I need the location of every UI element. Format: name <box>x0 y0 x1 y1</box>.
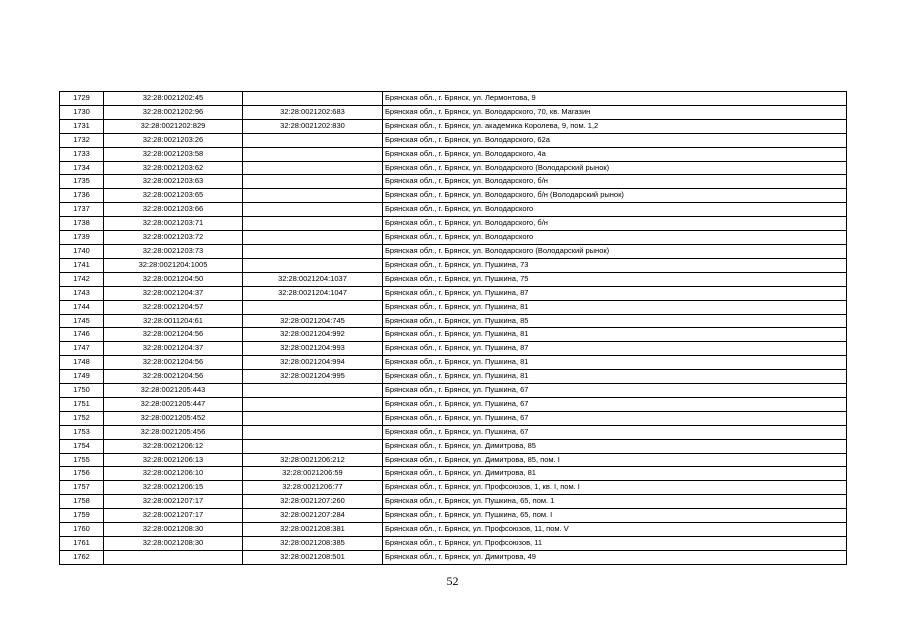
address-cell: Брянская обл., г. Брянск, ул. Володарского, б/н <box>383 217 847 231</box>
table-row <box>60 453 847 467</box>
row-number-cell: 1755 <box>60 453 104 467</box>
address-cell: Брянская обл., г. Брянск, ул. Димитрова, 85 <box>383 439 847 453</box>
table-row <box>60 161 847 175</box>
registry-table <box>59 91 847 565</box>
cadastral-number-cell: 32:28:0021204:37 <box>104 342 243 356</box>
cadastral-number-cell: 32:28:0011204:61 <box>104 314 243 328</box>
parent-cadastral-number-cell <box>243 92 383 106</box>
row-number-cell: 1739 <box>60 231 104 245</box>
parent-cadastral-number-cell: 32:28:0021208:381 <box>243 523 383 537</box>
row-number-cell: 1730 <box>60 105 104 119</box>
table-row <box>60 314 847 328</box>
parent-cadastral-number-cell <box>243 147 383 161</box>
address-cell: Брянская обл., г. Брянск, ул. Володарского (Володарский рынок) <box>383 161 847 175</box>
cadastral-number-cell: 32:28:0021204:57 <box>104 300 243 314</box>
cadastral-number-cell: 32:28:0021204:56 <box>104 356 243 370</box>
cadastral-number-cell: 32:28:0021208:30 <box>104 537 243 551</box>
cadastral-number-cell: 32:28:0021205:452 <box>104 411 243 425</box>
cadastral-number-cell: 32:28:0021206:15 <box>104 481 243 495</box>
row-number-cell: 1736 <box>60 189 104 203</box>
cadastral-number-cell: 32:28:0021205:456 <box>104 425 243 439</box>
cadastral-number-cell: 32:28:0021203:73 <box>104 244 243 258</box>
row-number-cell: 1729 <box>60 92 104 106</box>
address-cell: Брянская обл., г. Брянск, ул. Пушкина, 81 <box>383 356 847 370</box>
address-cell: Брянская обл., г. Брянск, ул. Пушкина, 87 <box>383 342 847 356</box>
cadastral-number-cell: 32:28:0021203:65 <box>104 189 243 203</box>
parent-cadastral-number-cell <box>243 411 383 425</box>
cadastral-number-cell: 32:28:0021207:17 <box>104 509 243 523</box>
table-row <box>60 272 847 286</box>
row-number-cell: 1754 <box>60 439 104 453</box>
cadastral-number-cell: 32:28:0021204:1005 <box>104 258 243 272</box>
row-number-cell: 1737 <box>60 203 104 217</box>
parent-cadastral-number-cell: 32:28:0021204:992 <box>243 328 383 342</box>
row-number-cell: 1738 <box>60 217 104 231</box>
parent-cadastral-number-cell <box>243 175 383 189</box>
parent-cadastral-number-cell: 32:28:0021202:830 <box>243 119 383 133</box>
address-cell: Брянская обл., г. Брянск, ул. Володарского, 62а <box>383 133 847 147</box>
cadastral-number-cell: 32:28:0021203:62 <box>104 161 243 175</box>
cadastral-number-cell: 32:28:0021204:50 <box>104 272 243 286</box>
cadastral-number-cell: 32:28:0021203:71 <box>104 217 243 231</box>
parent-cadastral-number-cell: 32:28:0021204:993 <box>243 342 383 356</box>
row-number-cell: 1740 <box>60 244 104 258</box>
parent-cadastral-number-cell: 32:28:0021204:1047 <box>243 286 383 300</box>
address-cell: Брянская обл., г. Брянск, ул. Пушкина, 73 <box>383 258 847 272</box>
address-cell: Брянская обл., г. Брянск, ул. Пушкина, 81 <box>383 328 847 342</box>
address-cell: Брянская обл., г. Брянск, ул. Пушкина, 67 <box>383 425 847 439</box>
table-row <box>60 92 847 106</box>
row-number-cell: 1732 <box>60 133 104 147</box>
cadastral-number-cell: 32:28:0021203:26 <box>104 133 243 147</box>
row-number-cell: 1746 <box>60 328 104 342</box>
address-cell: Брянская обл., г. Брянск, ул. Пушкина, 81 <box>383 370 847 384</box>
parent-cadastral-number-cell <box>243 231 383 245</box>
cadastral-number-cell: 32:28:0021205:443 <box>104 384 243 398</box>
parent-cadastral-number-cell: 32:28:0021208:385 <box>243 537 383 551</box>
table-row <box>60 133 847 147</box>
address-cell: Брянская обл., г. Брянск, ул. Пушкина, 67 <box>383 384 847 398</box>
table-row <box>60 356 847 370</box>
table-row <box>60 397 847 411</box>
table-row <box>60 217 847 231</box>
address-cell: Брянская обл., г. Брянск, ул. Пушкина, 87 <box>383 286 847 300</box>
table-row <box>60 481 847 495</box>
parent-cadastral-number-cell <box>243 397 383 411</box>
parent-cadastral-number-cell: 32:28:0021202:683 <box>243 105 383 119</box>
row-number-cell: 1745 <box>60 314 104 328</box>
table-row <box>60 189 847 203</box>
address-cell: Брянская обл., г. Брянск, ул. Профсоюзов, 1, кв. I, пом. I <box>383 481 847 495</box>
address-cell: Брянская обл., г. Брянск, ул. Димитрова, 49 <box>383 550 847 564</box>
row-number-cell: 1759 <box>60 509 104 523</box>
row-number-cell: 1741 <box>60 258 104 272</box>
parent-cadastral-number-cell: 32:28:0021204:1037 <box>243 272 383 286</box>
parent-cadastral-number-cell <box>243 300 383 314</box>
parent-cadastral-number-cell <box>243 203 383 217</box>
row-number-cell: 1752 <box>60 411 104 425</box>
address-cell: Брянская обл., г. Брянск, ул. Пушкина, 65, пом. I <box>383 509 847 523</box>
row-number-cell: 1761 <box>60 537 104 551</box>
table-row <box>60 175 847 189</box>
cadastral-number-cell: 32:28:0021203:63 <box>104 175 243 189</box>
row-number-cell: 1743 <box>60 286 104 300</box>
cadastral-number-cell: 32:28:0021204:56 <box>104 370 243 384</box>
address-cell: Брянская обл., г. Брянск, ул. Димитрова, 85, пом. I <box>383 453 847 467</box>
cadastral-number-cell: 32:28:0021202:829 <box>104 119 243 133</box>
table-row <box>60 105 847 119</box>
row-number-cell: 1748 <box>60 356 104 370</box>
row-number-cell: 1735 <box>60 175 104 189</box>
address-cell: Брянская обл., г. Брянск, ул. Профсоюзов, 11 <box>383 537 847 551</box>
table-row <box>60 550 847 564</box>
cadastral-number-cell: 32:28:0021204:37 <box>104 286 243 300</box>
cadastral-number-cell: 32:28:0021206:13 <box>104 453 243 467</box>
cadastral-number-cell: 32:28:0021205:447 <box>104 397 243 411</box>
cadastral-number-cell: 32:28:0021207:17 <box>104 495 243 509</box>
table-row <box>60 411 847 425</box>
row-number-cell: 1742 <box>60 272 104 286</box>
row-number-cell: 1758 <box>60 495 104 509</box>
parent-cadastral-number-cell: 32:28:0021207:260 <box>243 495 383 509</box>
table-row <box>60 328 847 342</box>
parent-cadastral-number-cell <box>243 244 383 258</box>
cadastral-number-cell: 32:28:0021204:56 <box>104 328 243 342</box>
cadastral-number-cell: 32:28:0021206:10 <box>104 467 243 481</box>
row-number-cell: 1756 <box>60 467 104 481</box>
table-row <box>60 244 847 258</box>
parent-cadastral-number-cell <box>243 439 383 453</box>
registry-table-body <box>60 92 847 565</box>
cadastral-number-cell: 32:28:0021208:30 <box>104 523 243 537</box>
address-cell: Брянская обл., г. Брянск, ул. Володарского (Володарский рынок) <box>383 244 847 258</box>
row-number-cell: 1731 <box>60 119 104 133</box>
row-number-cell: 1750 <box>60 384 104 398</box>
table-row <box>60 300 847 314</box>
row-number-cell: 1744 <box>60 300 104 314</box>
address-cell: Брянская обл., г. Брянск, ул. Пушкина, 67 <box>383 397 847 411</box>
row-number-cell: 1733 <box>60 147 104 161</box>
address-cell: Брянская обл., г. Брянск, ул. Пушкина, 67 <box>383 411 847 425</box>
table-row <box>60 231 847 245</box>
table-row <box>60 537 847 551</box>
parent-cadastral-number-cell <box>243 384 383 398</box>
table-row <box>60 495 847 509</box>
row-number-cell: 1751 <box>60 397 104 411</box>
parent-cadastral-number-cell: 32:28:0021206:212 <box>243 453 383 467</box>
address-cell: Брянская обл., г. Брянск, ул. Володарского, 4а <box>383 147 847 161</box>
table-row <box>60 467 847 481</box>
row-number-cell: 1760 <box>60 523 104 537</box>
parent-cadastral-number-cell: 32:28:0021208:501 <box>243 550 383 564</box>
row-number-cell: 1753 <box>60 425 104 439</box>
row-number-cell: 1757 <box>60 481 104 495</box>
address-cell: Брянская обл., г. Брянск, ул. Димитрова, 81 <box>383 467 847 481</box>
cadastral-number-cell: 32:28:0021203:58 <box>104 147 243 161</box>
parent-cadastral-number-cell: 32:28:0021204:745 <box>243 314 383 328</box>
parent-cadastral-number-cell: 32:28:0021207:284 <box>243 509 383 523</box>
parent-cadastral-number-cell <box>243 189 383 203</box>
cadastral-number-cell: 32:28:0021202:45 <box>104 92 243 106</box>
table-row <box>60 370 847 384</box>
address-cell: Брянская обл., г. Брянск, ул. Лермонтова, 9 <box>383 92 847 106</box>
address-cell: Брянская обл., г. Брянск, ул. Пушкина, 81 <box>383 300 847 314</box>
table-row <box>60 119 847 133</box>
parent-cadastral-number-cell <box>243 258 383 272</box>
table-row <box>60 509 847 523</box>
cadastral-number-cell: 32:28:0021202:96 <box>104 105 243 119</box>
address-cell: Брянская обл., г. Брянск, ул. Володарского, 70, кв. Магазин <box>383 105 847 119</box>
table-row <box>60 425 847 439</box>
address-cell: Брянская обл., г. Брянск, ул. Володарского <box>383 203 847 217</box>
row-number-cell: 1734 <box>60 161 104 175</box>
address-cell: Брянская обл., г. Брянск, ул. Профсоюзов, 11, пом. V <box>383 523 847 537</box>
table-row <box>60 342 847 356</box>
parent-cadastral-number-cell: 32:28:0021206:59 <box>243 467 383 481</box>
parent-cadastral-number-cell: 32:28:0021204:995 <box>243 370 383 384</box>
page-number: 52 <box>446 574 459 588</box>
parent-cadastral-number-cell <box>243 425 383 439</box>
address-cell: Брянская обл., г. Брянск, ул. Пушкина, 75 <box>383 272 847 286</box>
table-row <box>60 523 847 537</box>
table-row <box>60 258 847 272</box>
table-row <box>60 439 847 453</box>
parent-cadastral-number-cell: 32:28:0021206:77 <box>243 481 383 495</box>
address-cell: Брянская обл., г. Брянск, ул. Пушкина, 65, пом. 1 <box>383 495 847 509</box>
cadastral-number-cell <box>104 550 243 564</box>
table-row <box>60 203 847 217</box>
parent-cadastral-number-cell <box>243 161 383 175</box>
parent-cadastral-number-cell: 32:28:0021204:994 <box>243 356 383 370</box>
address-cell: Брянская обл., г. Брянск, ул. Володарского <box>383 231 847 245</box>
parent-cadastral-number-cell <box>243 133 383 147</box>
address-cell: Брянская обл., г. Брянск, ул. Пушкина, 85 <box>383 314 847 328</box>
cadastral-number-cell: 32:28:0021203:66 <box>104 203 243 217</box>
row-number-cell: 1749 <box>60 370 104 384</box>
parent-cadastral-number-cell <box>243 217 383 231</box>
row-number-cell: 1762 <box>60 550 104 564</box>
address-cell: Брянская обл., г. Брянск, ул. академика Королева, 9, пом. 1,2 <box>383 119 847 133</box>
table-row <box>60 384 847 398</box>
table-row <box>60 286 847 300</box>
cadastral-number-cell: 32:28:0021206:12 <box>104 439 243 453</box>
table-row <box>60 147 847 161</box>
address-cell: Брянская обл., г. Брянск, ул. Володарского, б/н <box>383 175 847 189</box>
cadastral-number-cell: 32:28:0021203:72 <box>104 231 243 245</box>
row-number-cell: 1747 <box>60 342 104 356</box>
address-cell: Брянская обл., г. Брянск, ул. Володарского, б/н (Володарский рынок) <box>383 189 847 203</box>
